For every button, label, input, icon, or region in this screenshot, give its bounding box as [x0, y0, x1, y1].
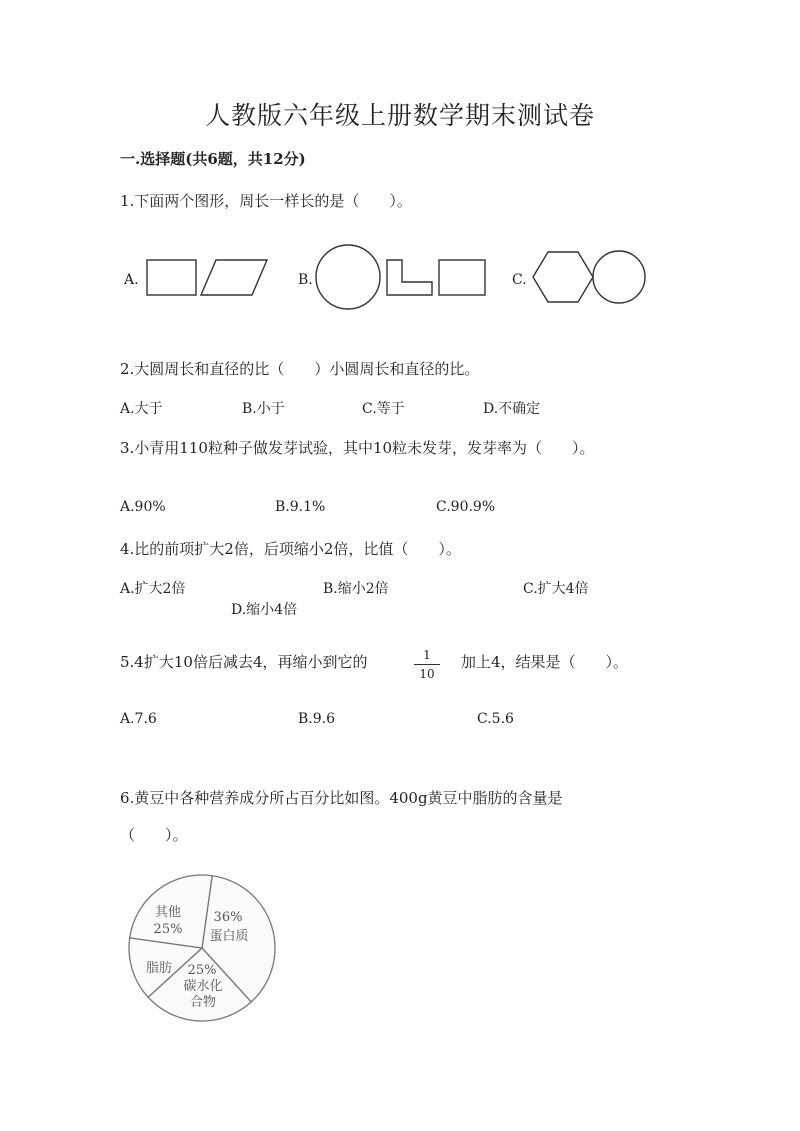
pie-label-protein-name: 蛋白质	[209, 929, 249, 944]
q5-fraction-numerator: 1	[423, 648, 431, 662]
pie-label-carb-value: 25%	[187, 963, 217, 978]
question-4-text: 4.比的前项扩大2倍，后项缩小2倍，比值（ ）。	[120, 540, 461, 558]
q2-option-c: C.等于	[362, 401, 405, 417]
q2-option-d: D.不确定	[483, 401, 541, 417]
pie-label-protein-value: 36%	[213, 910, 243, 925]
q1-option-b-label: B.	[298, 272, 313, 288]
q4-option-c: C.扩大4倍	[523, 581, 589, 597]
page-title: 人教版六年级上册数学期末测试卷	[204, 101, 595, 130]
q5-option-b: B.9.6	[298, 711, 336, 727]
q3-option-c: C.90.9%	[436, 499, 496, 515]
q5-fraction-denominator: 10	[419, 667, 435, 681]
pie-label-other-value: 25%	[153, 922, 183, 937]
pie-label-carb-name-2: 合物	[189, 995, 217, 1010]
q4-option-b: B.缩小2倍	[323, 581, 389, 597]
q5-option-a: A.7.6	[120, 711, 157, 727]
question-2-text: 2.大圆周长和直径的比（ ）小圆周长和直径的比。	[120, 360, 480, 378]
question-5-text-before: 5.4扩大10倍后减去4，再缩小到它的	[120, 653, 368, 671]
q3-option-b: B.9.1%	[275, 499, 326, 515]
q3-option-a: A.90%	[120, 499, 166, 515]
pie-label-carb-name-1: 碳水化	[183, 979, 223, 994]
q2-option-a: A.大于	[120, 401, 163, 417]
question-6-text: 6.黄豆中各种营养成分所占百分比如图。400g黄豆中脂肪的含量是	[120, 789, 563, 807]
question-1-text: 1.下面两个图形，周长一样长的是（ ）。	[120, 192, 412, 210]
question-5-text-after: 加上4，结果是（ ）。	[461, 653, 629, 671]
q4-option-a: A.扩大2倍	[120, 581, 186, 597]
q1-option-c-label: C.	[512, 272, 527, 288]
question-3-text: 3.小青用110粒种子做发芽试验，其中10粒未发芽，发芽率为（ ）。	[120, 439, 595, 457]
question-6-answer-blank: （ ）。	[120, 826, 188, 844]
q5-option-c: C.5.6	[477, 711, 514, 727]
q1-option-a-label: A.	[124, 272, 139, 288]
q4-option-d: D.缩小4倍	[231, 602, 298, 618]
pie-label-other-name: 其他	[154, 905, 182, 920]
section-heading: 一.选择题(共6题，共12分)	[120, 150, 306, 168]
pie-label-fat-name: 脂肪	[145, 961, 173, 976]
q2-option-b: B.小于	[242, 401, 285, 417]
